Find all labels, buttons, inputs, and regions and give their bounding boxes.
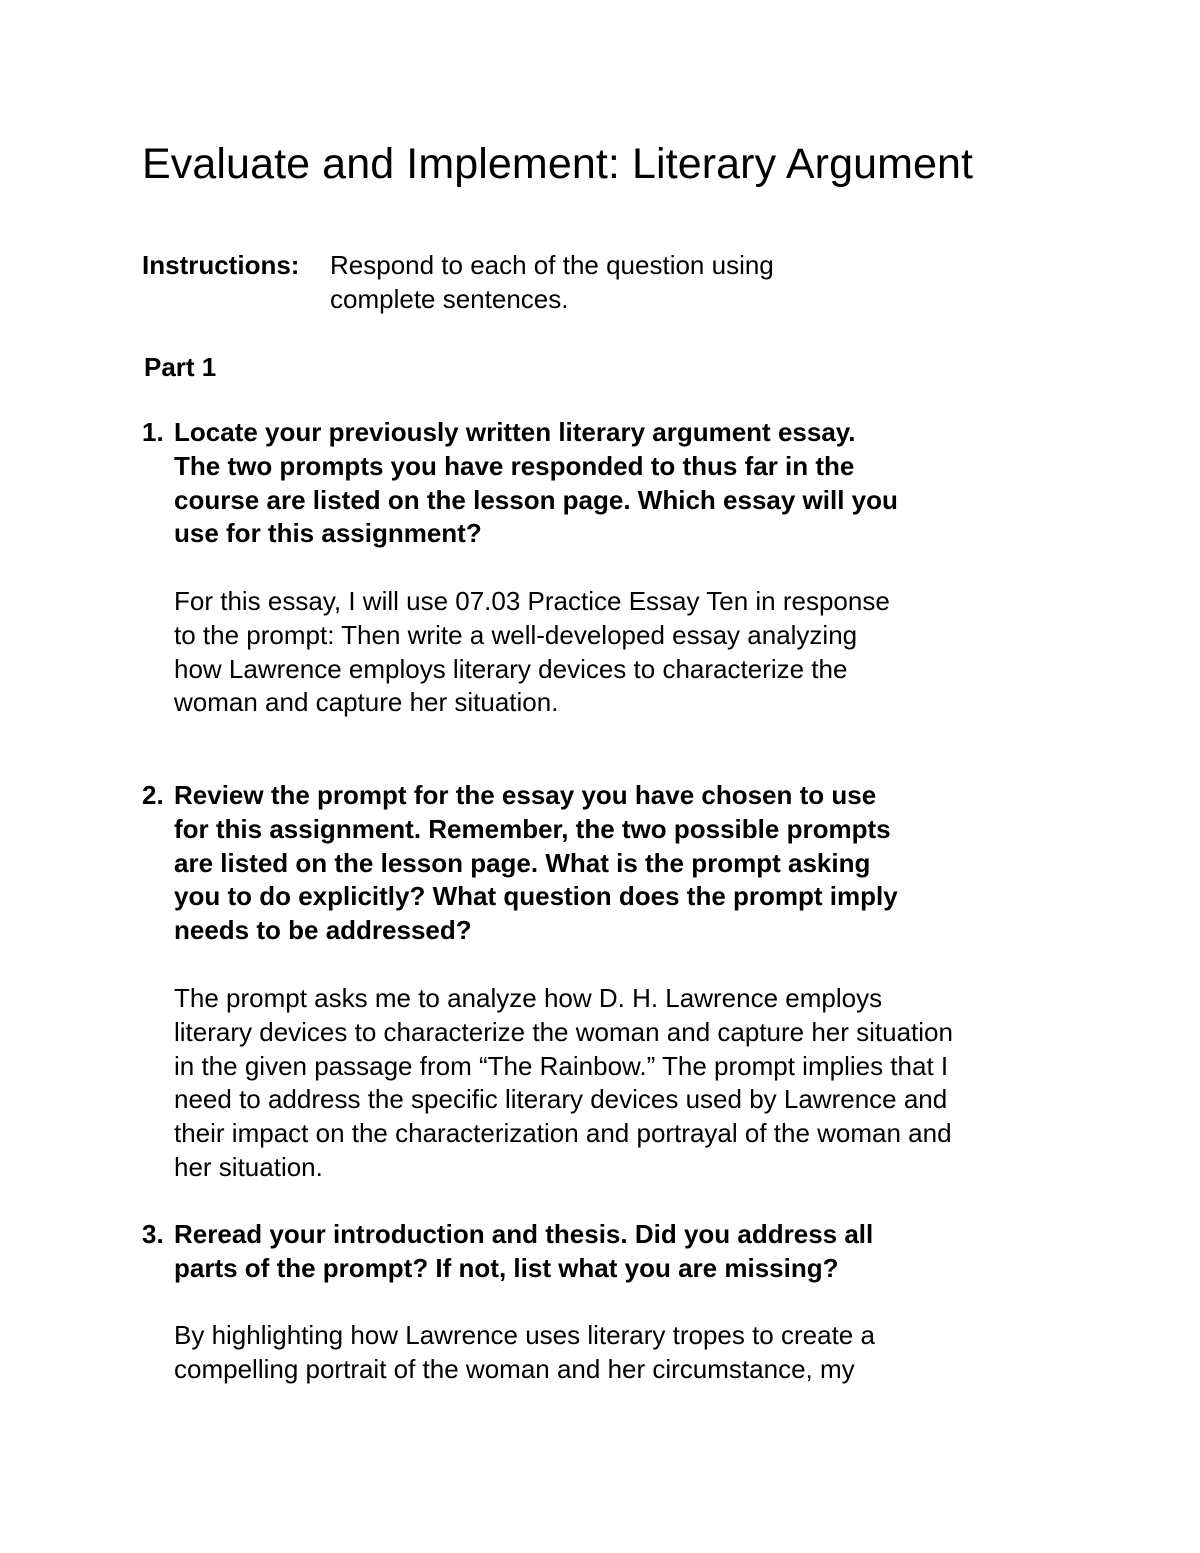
answer-line: to the prompt: Then write a well-developed essay analyzing <box>174 619 858 650</box>
question-number: 1. <box>142 417 164 447</box>
answer-line: her situation. <box>174 1151 323 1182</box>
question-text <box>174 1218 1054 1286</box>
answer-line: By highlighting how Lawrence uses literary tropes to create a <box>174 1320 875 1350</box>
answer-line: literary devices to characterize the woman and capture her situation <box>174 1016 953 1047</box>
question-line: for this assignment. Remember, the two possible prompts <box>174 813 891 844</box>
question-line: Review the prompt for the essay you have chosen to use <box>174 780 877 810</box>
answer-line: woman and capture her situation. <box>174 687 559 718</box>
question-line: needs to be addressed? <box>174 915 472 946</box>
instructions-block <box>142 248 774 314</box>
answer-3 <box>174 1319 1074 1387</box>
question-line: are listed on the lesson page. What is the prompt asking <box>174 847 871 878</box>
question-line: you to do explicitly? What question does the prompt imply <box>174 881 898 912</box>
question-line: The two prompts you have responded to thus far in the <box>174 450 855 481</box>
question-number: 2. <box>142 780 164 810</box>
page-title: Evaluate and Implement: Literary Argument <box>142 140 974 188</box>
answer-line: their impact on the characterization and portrayal of the woman and <box>174 1118 952 1149</box>
question-text <box>174 416 1054 551</box>
answer-1 <box>174 585 1074 720</box>
instructions-text-line: complete sentences. <box>330 284 569 314</box>
question-line: Reread your introduction and thesis. Did you address all <box>174 1219 874 1249</box>
question-line: use for this assignment? <box>174 518 482 549</box>
answer-line: For this essay, I will use 07.03 Practice Essay Ten in response <box>174 586 890 616</box>
question-number: 3. <box>142 1219 164 1249</box>
answer-2 <box>174 982 1074 1185</box>
question-line: Locate your previously written literary argument essay. <box>174 417 856 447</box>
question-text <box>174 779 1054 948</box>
answer-line: The prompt asks me to analyze how D. H. Lawrence employs <box>174 983 883 1013</box>
answer-line: need to address the specific literary devices used by Lawrence and <box>174 1084 948 1115</box>
instructions-label: Instructions: <box>142 250 300 280</box>
question-line: parts of the prompt? If not, list what you are missing? <box>174 1252 839 1283</box>
part-heading: Part 1 <box>144 352 217 382</box>
answer-line: in the given passage from “The Rainbow.” The prompt implies that I <box>174 1050 949 1081</box>
instructions-text-line: Respond to each of the question using <box>330 250 774 280</box>
question-line: course are listed on the lesson page. Which essay will you <box>174 484 898 515</box>
answer-line: compelling portrait of the woman and her circumstance, my <box>174 1353 855 1384</box>
answer-line: how Lawrence employs literary devices to characterize the <box>174 653 848 684</box>
